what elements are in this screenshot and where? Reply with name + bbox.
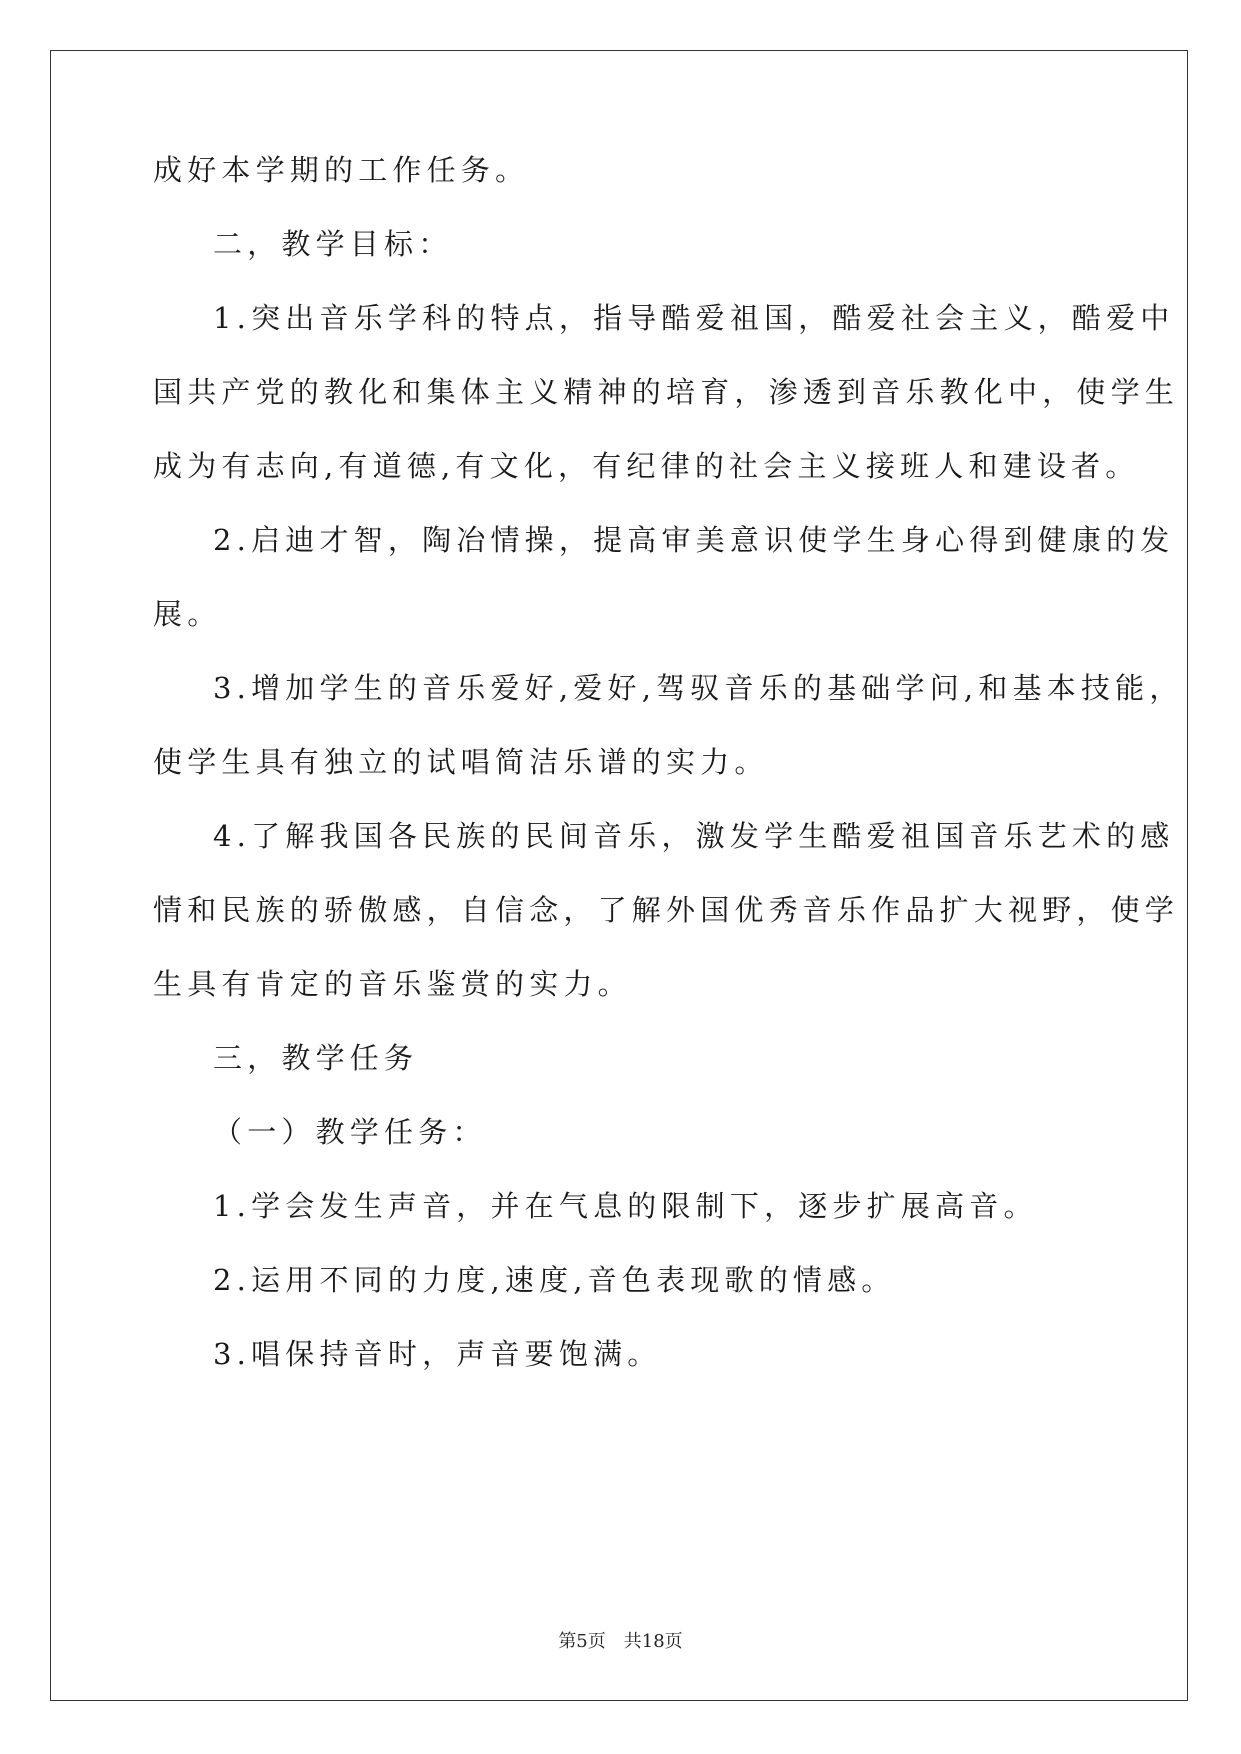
text-line-5: 成为有志向,有道德,有文化，有纪律的社会主义接班人和建设者。 (153, 449, 1140, 483)
text-line-7: 展。 (153, 597, 222, 631)
section-heading-3: 三，教学任务 (213, 1041, 419, 1075)
text-line-8: 3.增加学生的音乐爱好,爱好,驾驭音乐的基础学问,和基本技能， (213, 671, 1184, 705)
text-line-15: 1.学会发生声音，并在气息的限制下，逐步扩展高音。 (213, 1189, 1038, 1223)
text-line-17: 3.唱保持音时，声音要饱满。 (213, 1337, 662, 1371)
page-number-label: 第5页 共18页 (558, 1631, 683, 1652)
text-line-11: 情和民族的骄傲感，自信念，了解外国优秀音乐作品扩大视野，使学 (153, 893, 1180, 927)
text-line-9: 使学生具有独立的试唱简洁乐谱的实力。 (153, 745, 769, 779)
text-line-1: 成好本学期的工作任务。 (153, 153, 530, 187)
subsection-heading: （一）教学任务： (213, 1115, 487, 1149)
text-line-4: 国共产党的教化和集体主义精神的培育，渗透到音乐教化中，使学生 (153, 375, 1180, 409)
text-line-6: 2.启迪才智，陶冶情操，提高审美意识使学生身心得到健康的发 (213, 523, 1175, 557)
text-line-10: 4.了解我国各民族的民间音乐，激发学生酷爱祖国音乐艺术的感 (213, 819, 1175, 853)
text-line-16: 2.运用不同的力度,速度,音色表现歌的情感。 (213, 1263, 896, 1297)
section-heading-2: 二，教学目标： (213, 227, 453, 261)
text-line-3: 1.突出音乐学科的特点，指导酷爱祖国，酷爱社会主义，酷爱中 (213, 301, 1175, 335)
text-line-12: 生具有肯定的音乐鉴赏的实力。 (153, 967, 632, 1001)
page-footer (0, 1630, 1241, 1654)
